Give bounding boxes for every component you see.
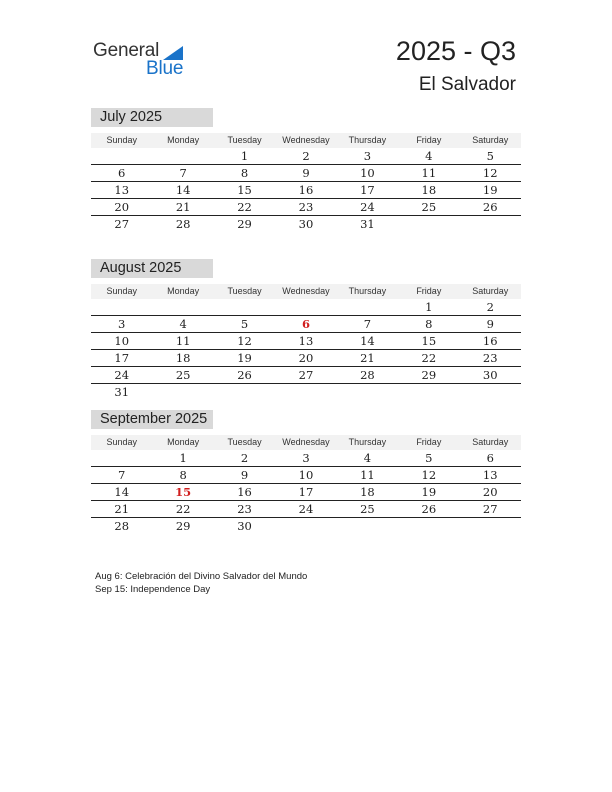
month-label: July 2025 xyxy=(91,108,213,127)
day-cell: 5 xyxy=(240,317,249,331)
day-cell: 2 xyxy=(240,451,249,465)
day-cell xyxy=(275,518,336,534)
day-cell: 5 xyxy=(486,149,494,163)
day-cell: 25 xyxy=(360,502,375,516)
day-cell: 11 xyxy=(421,166,437,180)
week-row xyxy=(91,199,521,216)
weekday-label: Thursday xyxy=(348,135,387,145)
day-cell: 25 xyxy=(421,200,437,214)
day-cell: 13 xyxy=(298,334,314,348)
month-label: August 2025 xyxy=(91,259,213,278)
week-row xyxy=(91,333,521,350)
day-cell: 4 xyxy=(179,317,187,331)
day-cell: 16 xyxy=(237,485,252,499)
day-cell xyxy=(91,299,152,315)
day-cell: 12 xyxy=(421,468,437,482)
day-cell: 11 xyxy=(360,468,375,482)
week-row xyxy=(91,501,521,518)
week-row xyxy=(91,165,521,182)
week-row xyxy=(91,467,521,484)
day-cell: 3 xyxy=(118,317,126,331)
day-cell: 18 xyxy=(360,485,375,499)
day-cell: 16 xyxy=(298,183,314,197)
day-cell: 21 xyxy=(114,502,130,516)
weekday-label: Wednesday xyxy=(282,135,330,145)
day-cell: 10 xyxy=(114,334,130,348)
weekday-label: Thursday xyxy=(348,286,387,296)
day-cell: 27 xyxy=(298,368,314,382)
weekday-label: Monday xyxy=(167,135,200,145)
day-cell: 17 xyxy=(114,351,130,365)
day-cell: 2 xyxy=(302,149,310,163)
day-cell: 19 xyxy=(482,183,498,197)
month-label: September 2025 xyxy=(91,410,213,429)
weekday-label: Sunday xyxy=(106,286,137,296)
day-cell xyxy=(152,148,213,164)
page-title: 2025 - Q3 xyxy=(395,36,516,66)
weekday-label: Friday xyxy=(416,437,442,447)
day-cell: 18 xyxy=(421,183,437,197)
day-cell: 9 xyxy=(240,468,249,482)
weekday-label: Friday xyxy=(416,286,442,296)
day-cell: 10 xyxy=(298,468,314,482)
day-cell: 24 xyxy=(114,368,130,382)
day-cell: 6 xyxy=(118,166,126,180)
holiday-day-cell: 15 xyxy=(175,485,192,499)
week-row xyxy=(91,299,521,316)
day-cell xyxy=(337,384,398,400)
day-cell: 9 xyxy=(302,166,310,180)
day-cell xyxy=(152,384,213,400)
week-row xyxy=(91,148,521,165)
day-cell: 26 xyxy=(482,200,498,214)
day-cell: 1 xyxy=(425,300,433,314)
holiday-day-cell: 6 xyxy=(301,317,310,331)
day-cell: 19 xyxy=(421,485,437,499)
day-cell xyxy=(460,384,521,400)
day-cell: 7 xyxy=(363,317,372,331)
day-cell xyxy=(398,384,459,400)
day-cell: 21 xyxy=(360,351,375,365)
day-cell: 29 xyxy=(237,217,252,231)
weekday-header xyxy=(91,435,521,450)
holiday-note: Aug 6: Celebración del Divino Salvador del Mundo xyxy=(95,571,308,582)
day-cell: 2 xyxy=(486,300,494,314)
weekday-label: Monday xyxy=(167,437,200,447)
weekday-label: Wednesday xyxy=(282,286,330,296)
country-name: El Salvador xyxy=(418,74,516,95)
day-cell: 19 xyxy=(237,351,252,365)
day-cell: 28 xyxy=(360,368,375,382)
day-cell: 16 xyxy=(482,334,498,348)
day-cell: 12 xyxy=(237,334,252,348)
day-cell: 20 xyxy=(482,485,498,499)
weekday-header xyxy=(91,133,521,148)
weekday-label: Saturday xyxy=(472,437,509,447)
day-cell: 23 xyxy=(298,200,314,214)
day-cell: 29 xyxy=(421,368,437,382)
day-cell: 14 xyxy=(175,183,191,197)
day-cell: 28 xyxy=(114,519,130,533)
day-cell: 4 xyxy=(363,451,372,465)
day-cell: 12 xyxy=(482,166,498,180)
day-cell xyxy=(275,299,336,315)
day-cell: 25 xyxy=(175,368,191,382)
day-cell: 23 xyxy=(482,351,498,365)
day-cell: 15 xyxy=(237,183,252,197)
week-row xyxy=(91,367,521,384)
weekday-label: Saturday xyxy=(472,135,509,145)
month-calendar xyxy=(91,410,521,534)
day-cell xyxy=(398,518,459,534)
day-cell xyxy=(91,450,152,466)
day-cell: 21 xyxy=(175,200,191,214)
day-cell: 3 xyxy=(363,149,372,163)
weekday-label: Monday xyxy=(167,286,200,296)
day-cell: 30 xyxy=(482,368,498,382)
day-cell: 31 xyxy=(114,385,130,399)
day-cell: 22 xyxy=(237,200,252,214)
day-cell xyxy=(337,299,398,315)
holiday-note: Sep 15: Independence Day xyxy=(95,584,211,595)
day-cell xyxy=(214,384,275,400)
logo-text-general: General xyxy=(93,40,160,61)
holiday-notes xyxy=(95,570,307,596)
week-row xyxy=(91,216,521,232)
weekday-label: Saturday xyxy=(472,286,509,296)
day-cell: 17 xyxy=(298,485,314,499)
day-cell: 8 xyxy=(179,468,187,482)
day-cell: 30 xyxy=(298,217,314,231)
day-cell: 1 xyxy=(179,451,187,465)
day-cell: 7 xyxy=(118,468,126,482)
day-cell: 8 xyxy=(240,166,249,180)
day-cell xyxy=(91,148,152,164)
day-cell: 20 xyxy=(298,351,314,365)
day-cell xyxy=(460,518,521,534)
day-cell: 14 xyxy=(360,334,375,348)
weekday-header xyxy=(91,284,521,299)
day-cell: 8 xyxy=(425,317,433,331)
week-row xyxy=(91,316,521,333)
month-calendar xyxy=(91,108,521,232)
week-row xyxy=(91,484,521,501)
weekday-label: Tuesday xyxy=(227,286,262,296)
week-row xyxy=(91,350,521,367)
day-cell: 20 xyxy=(114,200,130,214)
day-cell: 6 xyxy=(486,451,494,465)
week-row xyxy=(91,384,521,400)
day-cell: 15 xyxy=(421,334,437,348)
week-row xyxy=(91,518,521,534)
day-cell: 4 xyxy=(425,149,433,163)
day-cell: 13 xyxy=(114,183,130,197)
day-cell: 14 xyxy=(114,485,130,499)
generalblue-logo xyxy=(93,40,193,80)
weekday-label: Friday xyxy=(416,135,442,145)
day-cell: 26 xyxy=(421,502,437,516)
day-cell: 17 xyxy=(360,183,375,197)
day-cell: 22 xyxy=(421,351,437,365)
weekday-label: Wednesday xyxy=(282,437,330,447)
day-cell: 26 xyxy=(237,368,252,382)
weekday-label: Sunday xyxy=(106,437,137,447)
day-cell: 9 xyxy=(486,317,494,331)
day-cell: 28 xyxy=(175,217,191,231)
day-cell: 13 xyxy=(482,468,498,482)
day-cell: 10 xyxy=(360,166,375,180)
day-cell: 29 xyxy=(175,519,191,533)
weekday-label: Thursday xyxy=(348,437,387,447)
day-cell: 7 xyxy=(179,166,187,180)
day-cell xyxy=(214,299,275,315)
day-cell: 24 xyxy=(360,200,375,214)
day-cell: 31 xyxy=(360,217,375,231)
day-cell xyxy=(152,299,213,315)
day-cell: 27 xyxy=(482,502,498,516)
weekday-label: Tuesday xyxy=(227,135,262,145)
day-cell xyxy=(460,216,521,232)
logo-text-blue: Blue xyxy=(146,58,184,79)
month-calendar xyxy=(91,259,521,400)
weekday-label: Tuesday xyxy=(227,437,262,447)
day-cell: 1 xyxy=(240,149,249,163)
day-cell: 24 xyxy=(298,502,314,516)
day-cell: 27 xyxy=(114,217,130,231)
day-cell: 23 xyxy=(237,502,252,516)
day-cell: 22 xyxy=(175,502,191,516)
day-cell: 18 xyxy=(175,351,191,365)
day-cell: 11 xyxy=(175,334,191,348)
day-cell: 30 xyxy=(237,519,252,533)
week-row xyxy=(91,182,521,199)
day-cell xyxy=(398,216,459,232)
day-cell xyxy=(275,384,336,400)
day-cell: 5 xyxy=(425,451,433,465)
day-cell: 3 xyxy=(302,451,310,465)
weekday-label: Sunday xyxy=(106,135,137,145)
week-row xyxy=(91,450,521,467)
day-cell xyxy=(337,518,398,534)
